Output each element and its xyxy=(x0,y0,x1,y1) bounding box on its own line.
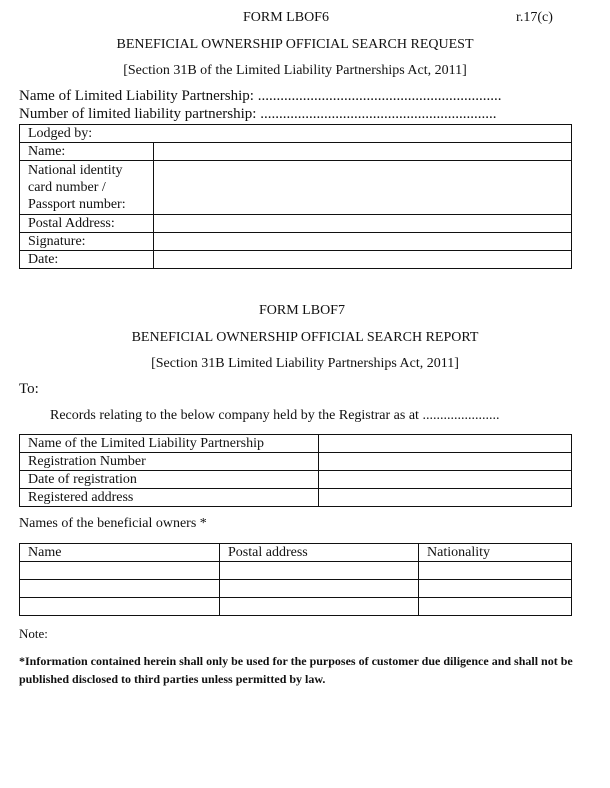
form6-section: [Section 31B of the Limited Liability Partnerships Act, 2011] xyxy=(123,63,467,78)
signature-label: Signature: xyxy=(20,233,154,251)
owner-postal-cell[interactable] xyxy=(220,598,419,616)
date-field[interactable] xyxy=(154,251,572,269)
owner-nationality-cell[interactable] xyxy=(419,598,572,616)
name-field[interactable] xyxy=(154,143,572,161)
llp-name-value[interactable] xyxy=(319,435,572,453)
llp-name-line: Name of Limited Liability Partnership: ................................................................. xyxy=(19,88,502,104)
id-passport-label: National identity card number / Passport number: xyxy=(20,161,154,215)
owner-name-cell[interactable] xyxy=(20,562,220,580)
table-row xyxy=(20,598,572,616)
note-label: Note: xyxy=(19,626,48,641)
name-label: Name: xyxy=(20,143,154,161)
form6-title: BENEFICIAL OWNERSHIP OFFICIAL SEARCH REQUEST xyxy=(116,37,474,52)
lodged-by-table xyxy=(19,124,572,269)
table-row xyxy=(20,562,572,580)
postal-address-label: Postal Address: xyxy=(20,215,154,233)
owner-postal-cell[interactable] xyxy=(220,562,419,580)
owners-header-name: Name xyxy=(20,544,220,562)
form7-title: BENEFICIAL OWNERSHIP OFFICIAL SEARCH REPORT xyxy=(131,330,479,345)
date-label: Date: xyxy=(20,251,154,269)
registration-date-value[interactable] xyxy=(319,471,572,489)
form6-number: FORM LBOF6 xyxy=(243,10,329,25)
signature-field[interactable] xyxy=(154,233,572,251)
registration-number-value[interactable] xyxy=(319,453,572,471)
owner-postal-cell[interactable] xyxy=(220,580,419,598)
registered-address-label: Registered address xyxy=(20,489,319,507)
owners-header-nationality: Nationality xyxy=(419,544,572,562)
table-row xyxy=(20,580,572,598)
owner-nationality-cell[interactable] xyxy=(419,580,572,598)
owners-heading: Names of the beneficial owners * xyxy=(19,516,207,531)
id-passport-field[interactable] xyxy=(154,161,572,215)
registration-date-label: Date of registration xyxy=(20,471,319,489)
beneficial-owners-table xyxy=(19,543,572,616)
owner-name-cell[interactable] xyxy=(20,580,220,598)
owner-name-cell[interactable] xyxy=(20,598,220,616)
owners-header-postal: Postal address xyxy=(220,544,419,562)
llp-number-line: Number of limited liability partnership: ............................................................... xyxy=(19,106,497,122)
llp-name-label: Name of the Limited Liability Partnership xyxy=(20,435,319,453)
form7-section: [Section 31B Limited Liability Partnerships Act, 2011] xyxy=(151,356,459,371)
company-info-table xyxy=(19,434,572,507)
registration-number-label: Registration Number xyxy=(20,453,319,471)
postal-address-field[interactable] xyxy=(154,215,572,233)
records-line: Records relating to the below company held by the Registrar as at ...................... xyxy=(50,408,500,423)
owner-nationality-cell[interactable] xyxy=(419,562,572,580)
lodged-by-label: Lodged by: xyxy=(20,125,572,143)
registered-address-value[interactable] xyxy=(319,489,572,507)
rule-reference: r.17(c) xyxy=(516,10,553,25)
footnote: *Information contained herein shall only be used for the purposes of customer due diligence and shall not be published disclosed to third parties unless permitted by law. xyxy=(19,654,573,686)
form7-number: FORM LBOF7 xyxy=(259,303,345,318)
to-label: To: xyxy=(19,381,39,397)
